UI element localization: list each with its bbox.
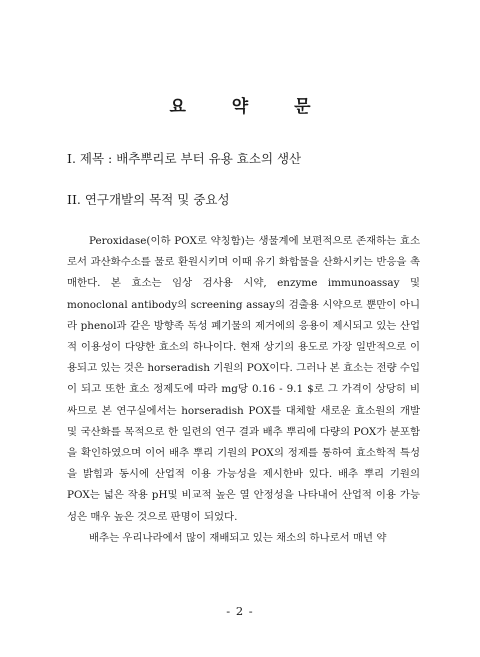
paragraph-2: 배추는 우리나라에서 많이 재배되고 있는 채소의 하나로서 매년 약: [89, 531, 387, 544]
body-text: [67, 231, 420, 549]
document-title: 요 약 문: [169, 97, 331, 117]
page-number: - 2 -: [226, 604, 254, 618]
section-heading-purpose: II. 연구개발의 목적 및 중요성: [67, 192, 230, 207]
paragraph-1: Peroxidase(이하 POX로 약칭함)는 생물계에 보편적으로 존재하는 효소로서 과산화수소를 물로 환원시키며 이때 유기 화합물을 산화시키는 반응을 촉매한다. 본 효소는 임상 검사용 시약, enzyme immunoassay 및 monoclonal antibody의 screening assay의 검출용 시약으로 뿐만이 아니라 phenol과 같은 방향족 독성 폐기물의 제거에의 응용이 제시되고 있는 산업적 이용성이 다양한 효소의 하나이다. 현재 상기의 용도로 가장 일반적으로 이용되고 있는 것은 horseradish 기원의 POX이다. 그러나 본 효소는 전량 수입이 되고 또한 효소 정제도에 따라 mg당 0.16 - 9.1 $로 그 가격이 상당히 비싸므로 본 연구실에서는 horseradish POX를 대체할 새로운 효소원의 개발 및 국산화를 목적으로 한 일련의 연구 결과 배추 뿌리에 다량의 POX가 분포함을 확인하였으며 이어 배추 뿌리 기원의 POX의 정제를 통하여 효소학적 특성을 밝힘과 동시에 산업적 이용 가능성을 제시한바 있다. 배추 뿌리 기원의 POX는 넓은 작용 pH및 비교적 높은 열 안정성을 나타내어 산업적 이용 가능성은 매우 높은 것으로 판명이 되었다.: [67, 235, 420, 523]
section-heading-title: I. 제목 : 배추뿌리로 부터 유용 효소의 생산: [67, 151, 302, 166]
